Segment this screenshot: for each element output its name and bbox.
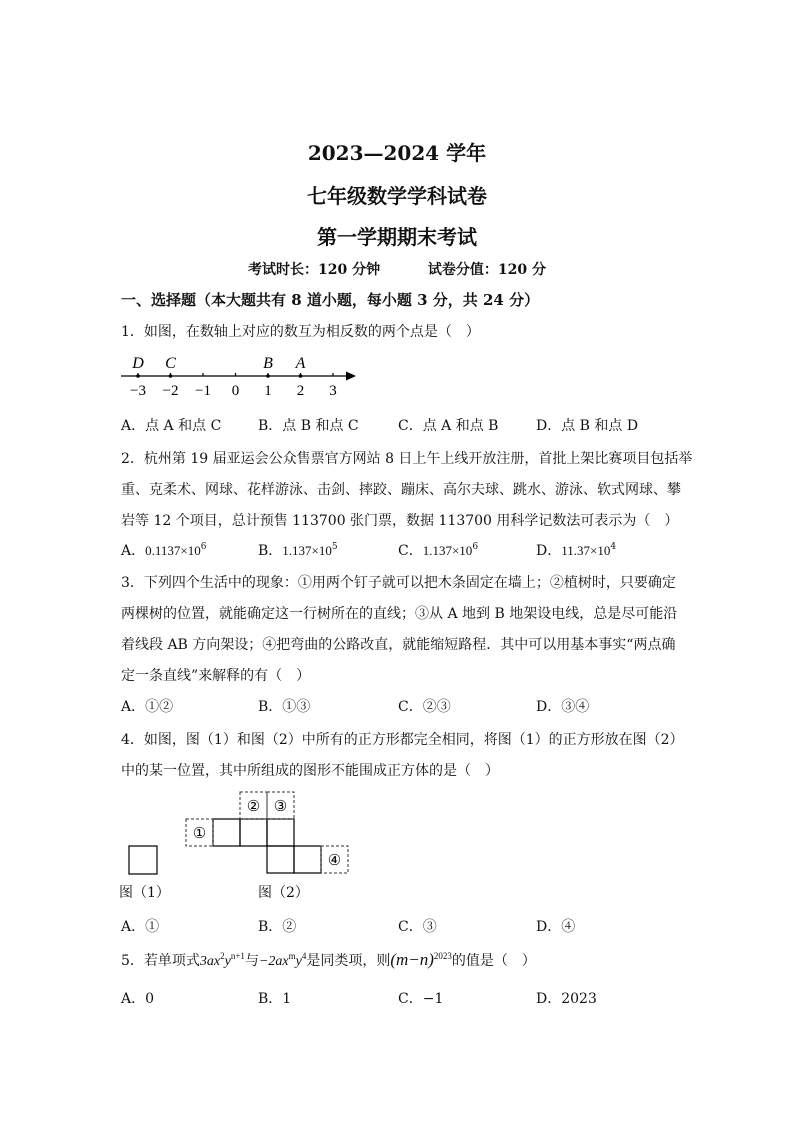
q1-option-c[interactable]: C．点 A 和点 B	[398, 418, 499, 434]
q1-option-a[interactable]: A．点 A 和点 C	[121, 418, 222, 434]
fig1-square	[129, 846, 157, 874]
power-expression: $(m-n)^{2023}$	[390, 950, 452, 969]
point-dot	[169, 374, 173, 378]
exam-info	[0, 259, 794, 279]
question-5-stem: 5．若单项式$3ax^2y^{n+1}$与$-2ax^my^4$是同类项，则$(m-n)^{2023}$的值是（ ）	[121, 950, 536, 969]
cube-net-figure	[120, 788, 360, 888]
tick-label: −2	[162, 383, 179, 398]
circled-label-2: ②	[246, 799, 261, 815]
circled-label-1: ①	[192, 826, 207, 842]
q1-option-d[interactable]: D．点 B 和点 D	[536, 418, 639, 434]
question-3-line-1: 3．下列四个生活中的现象：①用两个钉子就可以把木条固定在墙上；②植树时，只要确定	[121, 575, 676, 591]
question-1-stem: 1．如图，在数轴上对应的数互为相反数的两个点是（ ）	[121, 324, 480, 340]
point-dot	[266, 374, 270, 378]
exam-subject: 七年级数学学科试卷	[307, 184, 487, 208]
point-letter: B	[263, 355, 273, 372]
tick-label: 3	[329, 383, 337, 398]
exam-duration: 考试时长：120 分钟	[248, 262, 381, 278]
figure-1-label: 图（1）	[119, 885, 170, 901]
fig2-square	[240, 819, 267, 846]
circled-label-3: ③	[273, 799, 288, 815]
section-title: 一、选择题（本大题共有 8 道小题，每小题 3 分，共 24 分）	[121, 291, 540, 309]
point-dot	[136, 374, 140, 378]
q2-option-a[interactable]: A．$0.1137\times 10^6$	[121, 542, 207, 559]
monomial-2: $-2ax^my^4$	[258, 951, 307, 969]
tick-label: −3	[130, 383, 146, 398]
q3-option-b[interactable]: B．①③	[258, 699, 311, 715]
q1-option-b[interactable]: B．点 B 和点 C	[258, 418, 359, 434]
q2-option-c[interactable]: C．$1.137\times 10^6$	[398, 542, 479, 559]
q5-option-b[interactable]: B．1	[258, 991, 292, 1007]
point-letter: A	[295, 355, 306, 372]
q4-option-b[interactable]: B．②	[258, 919, 297, 935]
tick-label: −1	[195, 383, 211, 398]
q4-option-d[interactable]: D．④	[536, 919, 576, 935]
question-4-line-2: 中的某一位置，其中所组成的图形不能围成正方体的是（ ）	[121, 763, 499, 779]
exam-name: 第一学期期末考试	[317, 225, 477, 249]
tick-label: 1	[264, 383, 272, 398]
exam-total-score: 试卷分值：120 分	[427, 262, 546, 278]
question-3-line-3: 着线段 AB 方向架设；④把弯曲的公路改直，就能缩短路程．其中可以用基本事实“两点确	[121, 637, 676, 653]
q5-option-a[interactable]: A．0	[121, 991, 155, 1007]
point-letter: D	[132, 355, 144, 372]
q3-option-c[interactable]: C．②③	[398, 699, 451, 715]
exam-year: 2023—2024 学年	[307, 141, 487, 165]
point-letter: C	[165, 355, 176, 372]
tick-label: 0	[231, 383, 240, 398]
fig2-square	[267, 819, 294, 846]
q3-option-d[interactable]: D．③④	[536, 699, 590, 715]
q5-option-d[interactable]: D．2023	[536, 991, 597, 1007]
q3-option-a[interactable]: A．①②	[121, 699, 174, 715]
number-line-figure	[118, 352, 363, 398]
question-2-line-2: 重、克柔术、网球、花样游泳、击剑、摔跤、蹦床、高尔夫球、跳水、游泳、软式网球、攀	[121, 482, 681, 498]
number-line-arrow	[346, 372, 356, 381]
fig2-square	[213, 819, 240, 846]
question-2-line-3: 岩等 12 个项目，总计预售 113700 张门票，数据 113700 用科学记数法可表示为（ ）	[121, 513, 679, 529]
q5-option-c[interactable]: C．−1	[398, 991, 444, 1007]
figure-2-label: 图（2）	[258, 885, 309, 901]
question-4-line-1: 4．如图，图（1）和图（2）中所有的正方形都完全相同，将图（1）的正方形放在图（2）	[121, 732, 684, 748]
q4-option-a[interactable]: A．①	[121, 919, 160, 935]
fig2-square	[267, 846, 294, 873]
point-dot	[299, 374, 303, 378]
question-3-line-4: 定一条直线”来解释的有（ ）	[121, 668, 311, 684]
question-2-line-1: 2．杭州第 19 届亚运会公众售票官方网站 8 日上午上线开放注册，首批上架比赛项目包括举	[121, 451, 693, 467]
tick-label: 2	[296, 383, 305, 398]
q2-option-d[interactable]: D．$11.37\times 10^4$	[536, 542, 617, 559]
q2-option-b[interactable]: B．$1.137\times 10^5$	[258, 542, 338, 559]
circled-label-4: ④	[327, 853, 342, 869]
q4-option-c[interactable]: C．③	[398, 919, 437, 935]
question-3-line-2: 两棵树的位置，就能确定这一行树所在的直线；③从 A 地到 B 地架设电线，总是尽可能沿	[121, 606, 678, 622]
fig2-square	[294, 846, 321, 873]
monomial-1: $3ax^2y^{n+1}$	[199, 951, 245, 969]
